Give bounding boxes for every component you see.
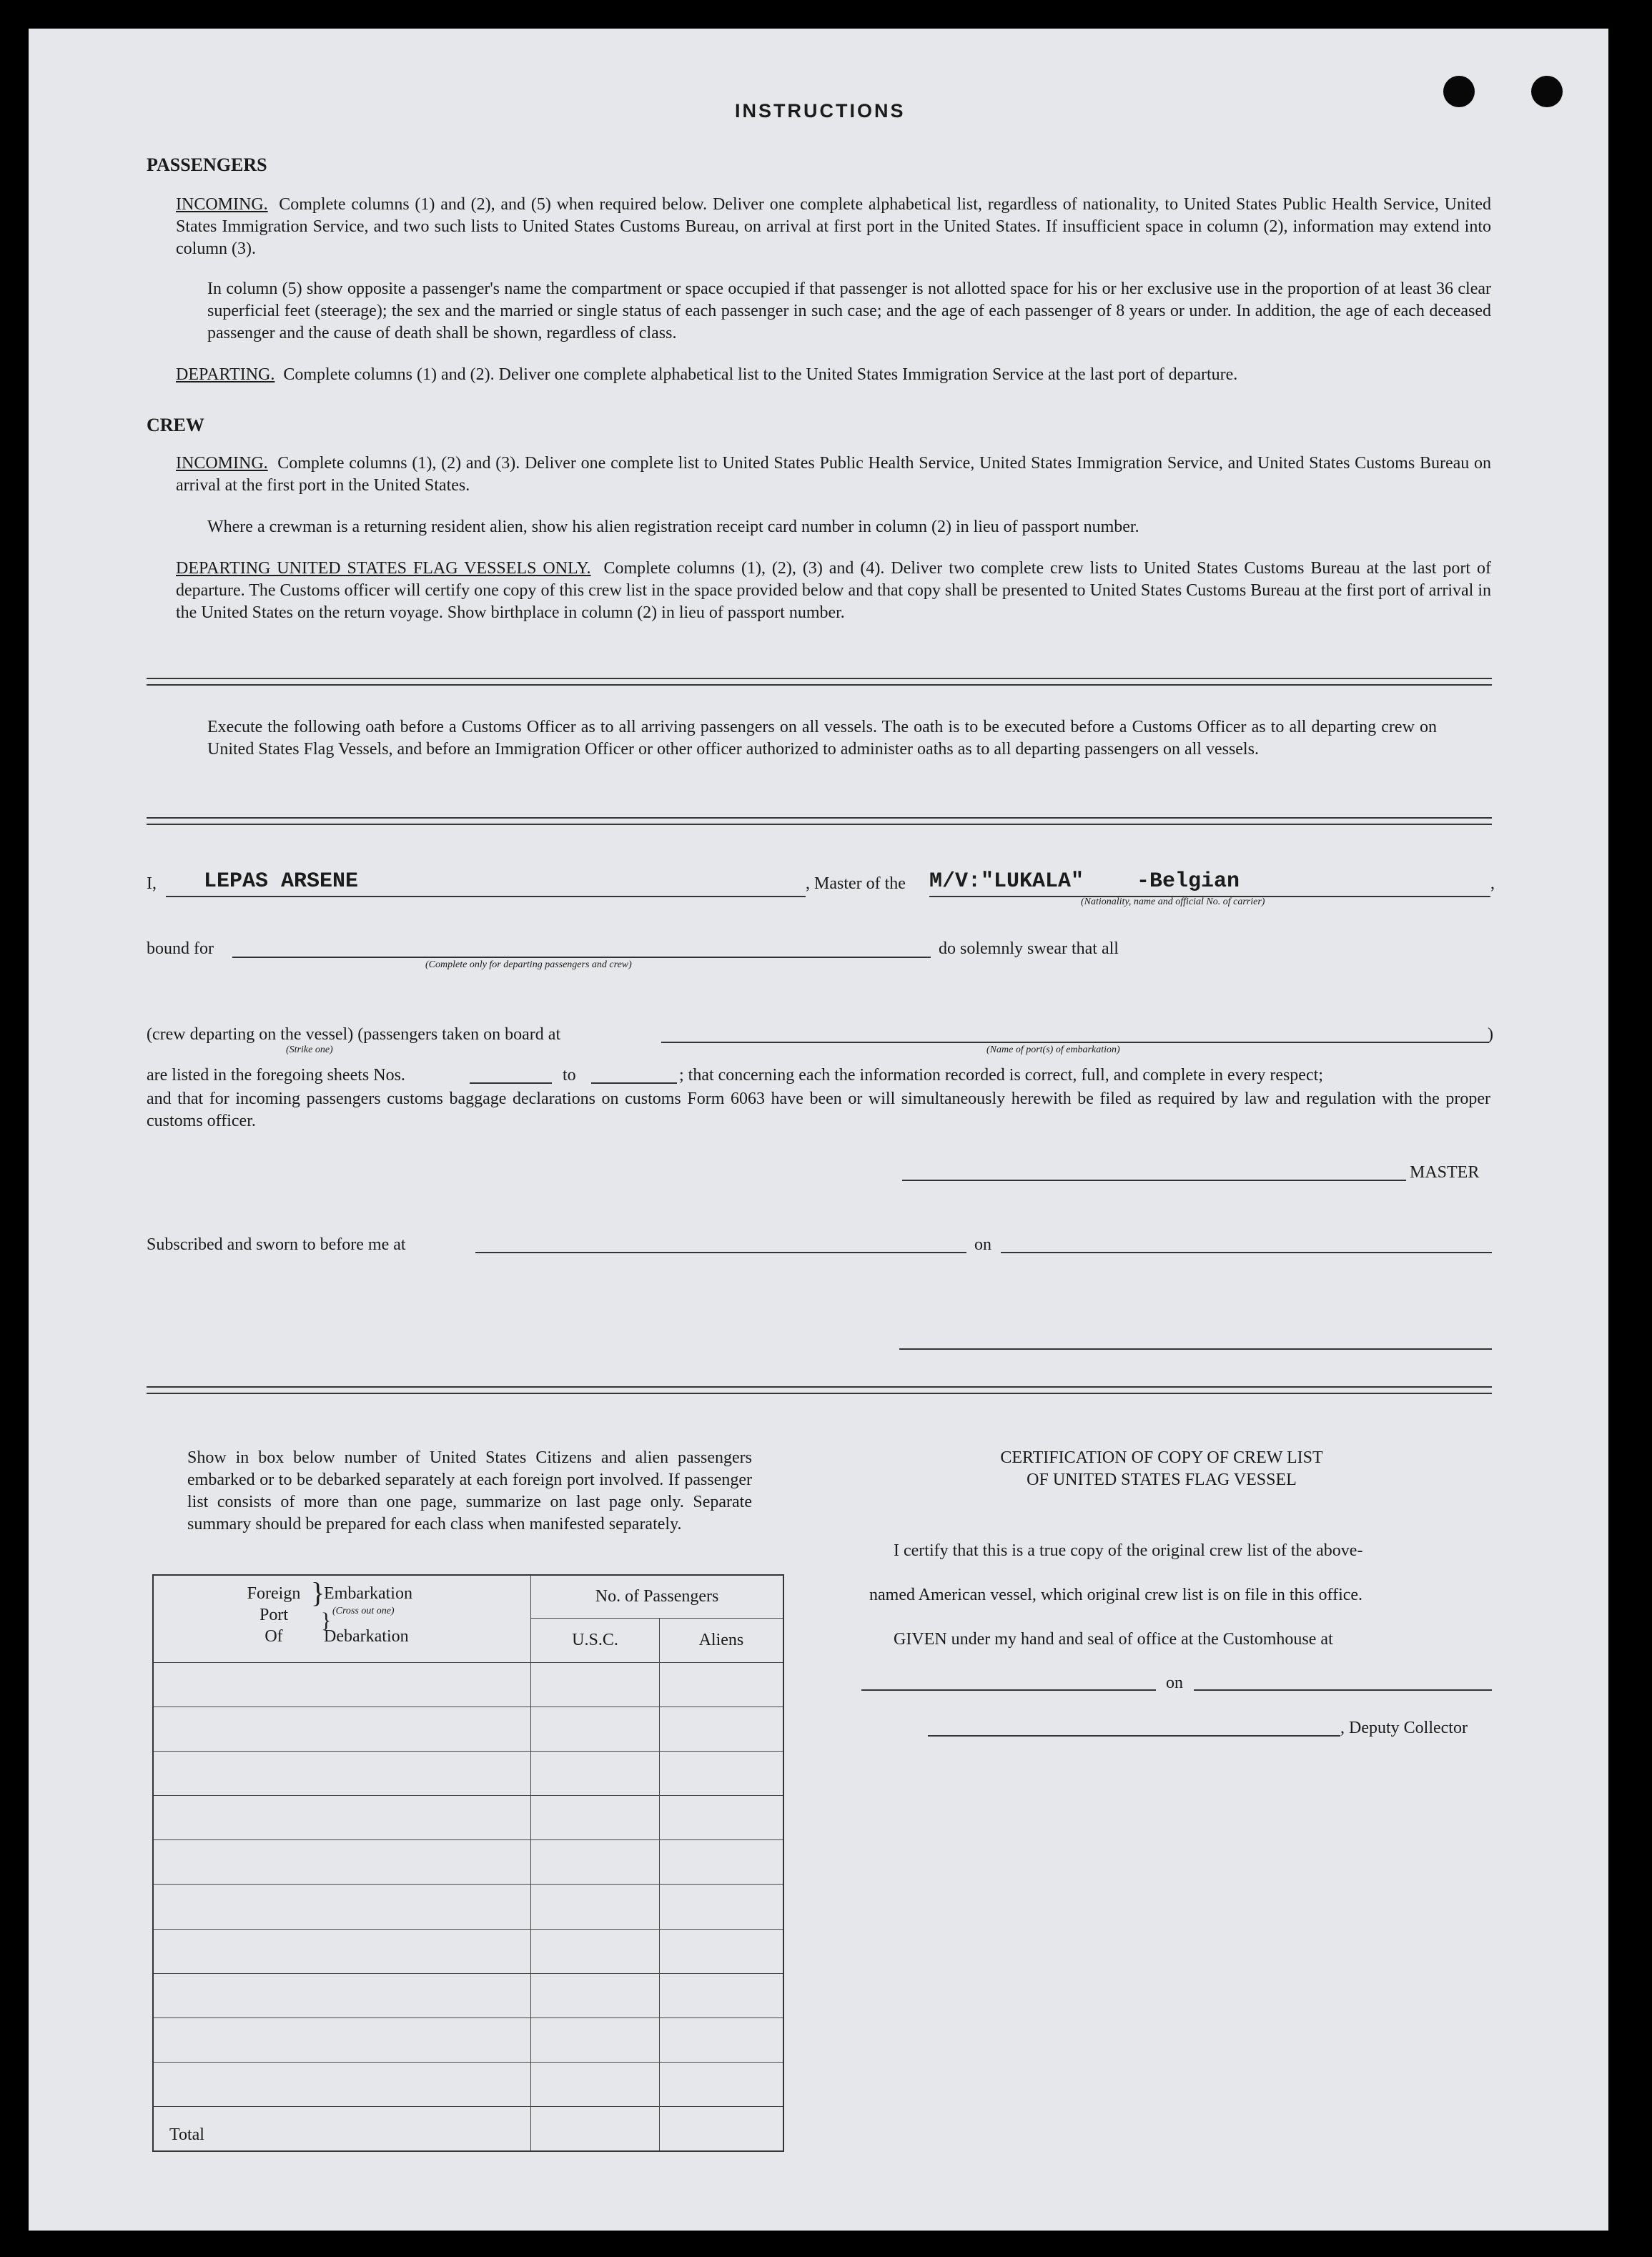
port-caption: (Name of port(s) of embarkation)	[986, 1044, 1120, 1055]
passengers-departing-paragraph	[176, 364, 1491, 386]
usc-cell[interactable]	[531, 2018, 660, 2062]
table-row	[153, 2063, 783, 2107]
port-cell[interactable]	[153, 1796, 531, 1840]
certify-line2: named American vessel, which original crew list is on file in this office.	[869, 1586, 1363, 1604]
certify-line1: I certify that this is a true copy of the original crew list of the above-	[894, 1541, 1363, 1560]
sworn-place-field[interactable]	[475, 1252, 966, 1253]
crew-incoming-label: INCOMING.	[176, 454, 268, 473]
strike-caption: (Strike one)	[286, 1044, 333, 1055]
passenger-summary-table	[152, 1574, 784, 2152]
aliens-cell[interactable]	[659, 1840, 783, 1885]
crew-departing-text: (crew departing on the vessel) (passengers taken on board at	[147, 1025, 561, 1044]
crew-incoming-paragraph	[176, 453, 1491, 497]
divider	[147, 817, 1492, 825]
master-signature-field[interactable]	[902, 1180, 1406, 1181]
port-cell[interactable]	[153, 1885, 531, 1929]
aliens-total-cell[interactable]	[659, 2107, 783, 2151]
master-name-value: LEPAS ARSENE	[204, 869, 359, 894]
cert-date-field[interactable]	[1194, 1689, 1492, 1691]
certification-title-line2: OF UNITED STATES FLAG VESSEL	[1027, 1471, 1297, 1489]
cross-out-label: (Cross out one)	[332, 1606, 395, 1616]
close-paren: )	[1488, 1025, 1493, 1044]
crew-resident-paragraph: Where a crewman is a returning resident alien, show his alien registration receipt card number in column (2) in lieu of passport number.	[207, 518, 1139, 536]
oath-rest-paragraph: and that for incoming passengers customs baggage declarations on customs Form 6063 have been or will simultaneously herewith be filed as required by law and regulation with the proper customs officer.	[147, 1090, 1490, 1130]
given-text: GIVEN under my hand and seal of office at the Customhouse at	[894, 1630, 1333, 1649]
port-cell[interactable]	[153, 1752, 531, 1796]
aliens-cell[interactable]	[659, 2063, 783, 2107]
usc-cell[interactable]	[531, 1752, 660, 1796]
nationality-value: -Belgian	[1137, 869, 1240, 894]
swear-text: do solemnly swear that all	[939, 939, 1119, 958]
divider	[147, 1386, 1492, 1394]
port-cell[interactable]	[153, 1929, 531, 1973]
to-label: to	[563, 1066, 576, 1085]
usc-cell[interactable]	[531, 1973, 660, 2018]
usc-cell[interactable]	[531, 2063, 660, 2107]
subscribed-label: Subscribed and sworn to before me at	[147, 1235, 406, 1254]
page-title: INSTRUCTIONS	[735, 100, 906, 122]
bound-caption: (Complete only for departing passengers and crew)	[425, 959, 632, 970]
bound-for-field[interactable]	[232, 957, 931, 958]
port-cell[interactable]	[153, 1662, 531, 1707]
passengers-incoming-label: INCOMING.	[176, 195, 268, 214]
officer-signature-field[interactable]	[899, 1348, 1492, 1350]
box-instructions: Show in box below number of United States Citizens and alien passengers embarked or to be debarked separately at each foreign port involved. If passenger list consists of more than one page, summarize on last page only. Separate summary should be prepared for each class when manifested separately.	[187, 1448, 752, 1534]
port-cell[interactable]	[153, 1707, 531, 1751]
table-row	[153, 1885, 783, 1929]
port-header-left	[234, 1583, 314, 1647]
aliens-header: Aliens	[659, 1618, 783, 1662]
vessel-value: M/V:"LUKALA"	[929, 869, 1084, 894]
port-cell[interactable]	[153, 1973, 531, 2018]
table-row	[153, 1973, 783, 2018]
master-of-label: , Master of the	[806, 874, 906, 893]
passengers-column5-paragraph: In column (5) show opposite a passenger's name the compartment or space occupied if that passenger is not allotted space for his or her exclusive use in the proportion of at least 36 clear superficial feet (steerage); the sex and the married or single status of each passenger in such case; and the age of each passenger of 8 years or under. In addition, the age of each deceased passenger and the cause of death shall be shown, regardless of class.	[207, 280, 1491, 342]
total-label: Total	[153, 2107, 531, 2151]
foreign-label: Foreign	[247, 1584, 301, 1603]
oath-intro-paragraph: Execute the following oath before a Customs Officer as to all arriving passengers on all vessels. The oath is to be executed before a Customs Officer as to all departing crew on United States Flag Vessels, and before an Immigration Officer or other officer authorized to administer oaths as to all departing passengers on all vessels.	[207, 718, 1437, 759]
no-passengers-header: No. of Passengers	[531, 1575, 783, 1618]
sworn-on-label: on	[974, 1235, 991, 1254]
customhouse-field[interactable]	[861, 1689, 1156, 1691]
embarkation-label: Embarkation	[324, 1584, 412, 1603]
usc-total-cell[interactable]	[531, 2107, 660, 2151]
passengers-incoming-paragraph	[176, 194, 1491, 260]
table-row	[153, 1752, 783, 1796]
nationality-caption: (Nationality, name and official No. of carrier)	[1081, 897, 1265, 907]
table-row	[153, 2018, 783, 2062]
table-row	[153, 1707, 783, 1751]
embarkation-port-field[interactable]	[661, 1042, 1489, 1043]
bound-for-label: bound for	[147, 939, 214, 958]
certification-title	[886, 1447, 1437, 1491]
punch-hole	[1443, 76, 1475, 107]
table-row	[153, 1662, 783, 1707]
aliens-cell[interactable]	[659, 1973, 783, 2018]
passengers-heading: PASSENGERS	[147, 154, 267, 175]
brace-icon: }	[311, 1576, 325, 1609]
aliens-cell[interactable]	[659, 1752, 783, 1796]
crew-departing-label: DEPARTING UNITED STATES FLAG VESSELS ONLY.	[176, 559, 591, 578]
cert-on-label: on	[1166, 1674, 1183, 1692]
usc-header: U.S.C.	[531, 1618, 660, 1662]
table-row	[153, 1840, 783, 1885]
passengers-departing-label: DEPARTING.	[176, 365, 275, 384]
master-label: MASTER	[1410, 1163, 1480, 1182]
sworn-date-field[interactable]	[1001, 1252, 1492, 1253]
aliens-cell[interactable]	[659, 1796, 783, 1840]
crew-heading: CREW	[147, 415, 204, 435]
port-cell[interactable]	[153, 2018, 531, 2062]
table-row	[153, 1929, 783, 1973]
passengers-incoming-text: Complete columns (1) and (2), and (5) when required below. Deliver one complete alphabetical list, regardless of nationality, to United States Public Health Service, United States Immigration Service, and two such lists to United States Customs Bureau, on arrival at first port in the United States. If insufficient space in column (2), information may extend into column (3).	[176, 195, 1491, 258]
port-cell[interactable]	[153, 2063, 531, 2107]
usc-cell[interactable]	[531, 1885, 660, 1929]
divider	[147, 678, 1492, 686]
usc-cell[interactable]	[531, 1662, 660, 1707]
debarkation-label: Debarkation	[324, 1627, 409, 1646]
usc-cell[interactable]	[531, 1796, 660, 1840]
passengers-departing-text: Complete columns (1) and (2). Deliver one complete alphabetical list to the United States Immigration Service at the last port of departure.	[283, 365, 1238, 384]
of-label: Of	[264, 1627, 283, 1646]
aliens-cell[interactable]	[659, 1662, 783, 1707]
usc-cell[interactable]	[531, 1707, 660, 1751]
port-label: Port	[259, 1606, 288, 1624]
port-cell[interactable]	[153, 1840, 531, 1885]
brace-icon: }	[321, 1609, 332, 1632]
aliens-cell[interactable]	[659, 1929, 783, 1973]
table-row	[153, 1796, 783, 1840]
crew-departing-text: Complete columns (1), (2), (3) and (4). Deliver two complete crew lists to United States Customs Bureau at the last port of departure. The Customs officer will certify one copy of this crew list in the space provided below and that copy shall be presented to United States Customs Bureau at the first port of arrival in the United States on the return voyage. Show birthplace in column (2) in lieu of passport number.	[176, 559, 1491, 622]
punch-hole	[1531, 76, 1563, 107]
sheets-label: are listed in the foregoing sheets Nos.	[147, 1066, 405, 1085]
aliens-cell[interactable]	[659, 2018, 783, 2062]
master-name-field[interactable]	[166, 896, 806, 897]
deputy-signature-field[interactable]	[928, 1735, 1340, 1737]
table-header-row	[153, 1575, 783, 1618]
comma: ,	[1490, 874, 1495, 893]
total-row	[153, 2107, 783, 2151]
sheet-from-field[interactable]	[470, 1082, 552, 1084]
port-header-cell	[153, 1575, 531, 1662]
deputy-collector-label: , Deputy Collector	[1340, 1719, 1468, 1737]
sheets-rest: ; that concerning each the information recorded is correct, full, and complete in every respect;	[679, 1066, 1323, 1085]
aliens-cell[interactable]	[659, 1885, 783, 1929]
aliens-cell[interactable]	[659, 1707, 783, 1751]
sheet-to-field[interactable]	[591, 1082, 677, 1084]
certification-title-line1: CERTIFICATION OF COPY OF CREW LIST	[1000, 1448, 1323, 1467]
usc-cell[interactable]	[531, 1840, 660, 1885]
usc-cell[interactable]	[531, 1929, 660, 1973]
crew-departing-paragraph	[176, 558, 1491, 624]
crew-incoming-text: Complete columns (1), (2) and (3). Deliver one complete list to United States Public Health Service, United States Immigration Service, and United States Customs Bureau on arrival at the first port in the United States.	[176, 454, 1492, 495]
oath-i-label: I,	[147, 874, 157, 893]
